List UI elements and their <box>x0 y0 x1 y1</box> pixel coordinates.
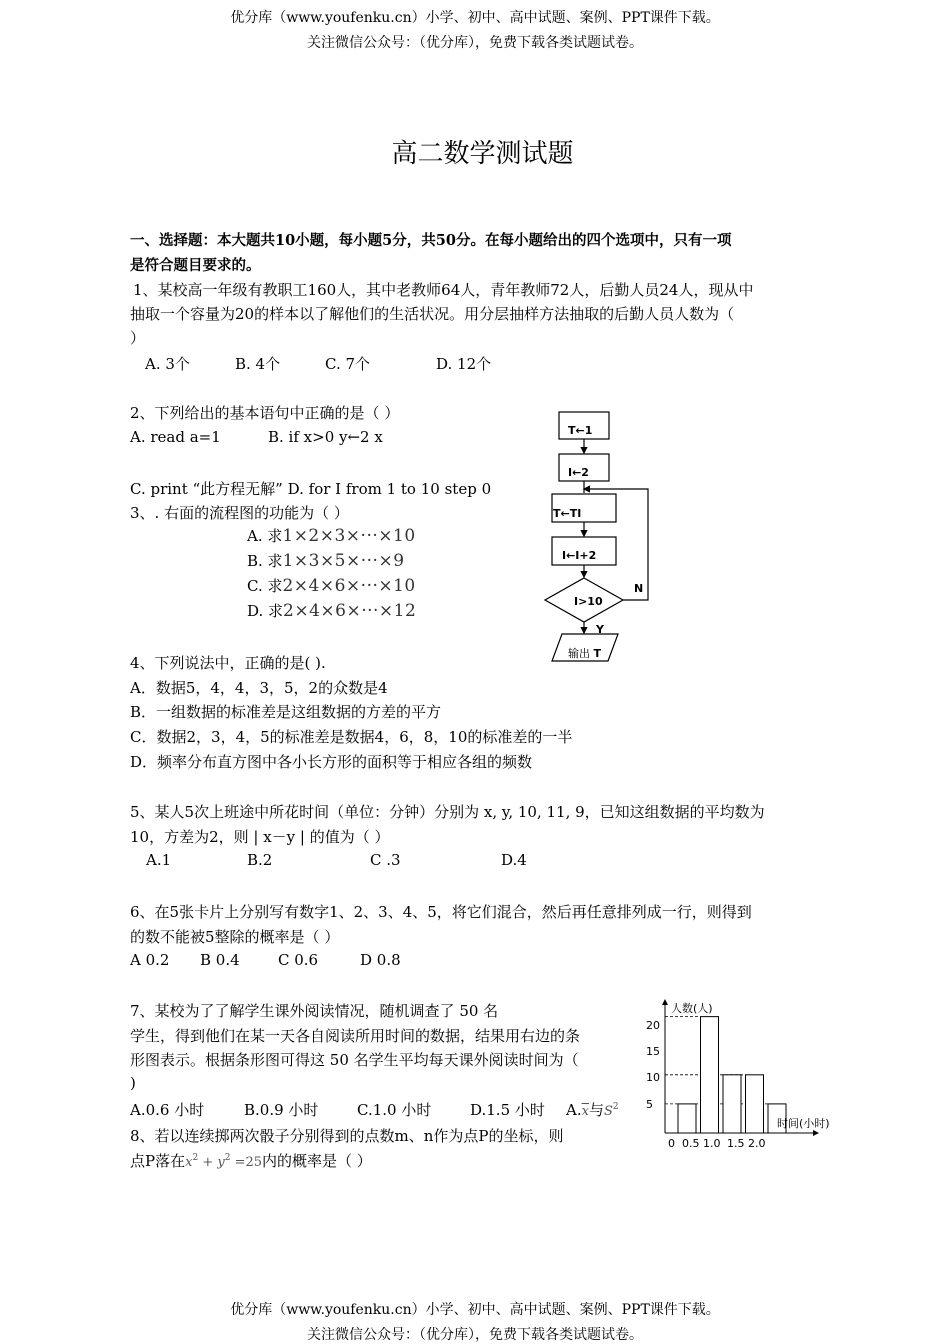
flowchart-box-4-label: I←I+2 <box>562 549 597 562</box>
q8-expr-y-sup: 2 <box>224 1153 231 1163</box>
header-line-2: 关注微信公众号：（优分库），免费下载各类试题试卷。 <box>307 35 643 51</box>
chart-bar-0 <box>678 1104 696 1133</box>
q3-option-d <box>247 600 416 621</box>
q1-option-d: D. 12个 <box>436 355 492 373</box>
q8-line-2-pre: 点P落在 <box>130 1152 186 1170</box>
q7-stray-x: $\overline{x}$ <box>581 1104 589 1119</box>
q5-option-d: D.4 <box>501 851 527 869</box>
q1-option-b: B. 4个 <box>235 355 281 373</box>
q3-option-a-expr: 1×2×3×···×10 <box>282 526 416 546</box>
flowchart-box-3-label: T←TI <box>553 507 582 520</box>
chart-xtick-2-0: 2.0 <box>748 1137 766 1150</box>
q7-line-4: ) <box>130 1074 136 1092</box>
flowchart-yes-label: Y <box>596 623 604 636</box>
q8-expr-y: y <box>217 1155 225 1170</box>
chart-ytick-5: 5 <box>646 1098 653 1111</box>
flowchart-no-label: N <box>634 582 644 595</box>
flowchart-box-2-label: I←2 <box>568 466 589 479</box>
q7-stray-fragment <box>566 1099 619 1120</box>
chart-ytick-20: 20 <box>646 1019 660 1032</box>
q6-option-c: C 0.6 <box>278 951 319 969</box>
q7-option-a: A.0.6 小时 <box>130 1101 205 1119</box>
q8-expr-plus: + <box>202 1155 214 1170</box>
q3-option-d-expr: 2×4×6×···×12 <box>283 601 417 621</box>
q2-option-cd: C. print “此方程无解” D. for I from 1 to 10 step 0 <box>130 480 492 498</box>
q7-line-1: 7、某校为了了解学生课外阅读情况，随机调查了 50 名 <box>130 1002 499 1020</box>
q5-line-2: 10，方差为2，则 | x－y | 的值为（ ） <box>130 828 390 846</box>
chart-x-label: 时间(小时) <box>777 1117 830 1130</box>
q3-option-c-expr: 2×4×6×···×10 <box>282 576 416 596</box>
q7-option-b: B.0.9 小时 <box>244 1101 319 1119</box>
q1-option-a: A. 3个 <box>145 355 190 373</box>
q2-stem: 2、下列给出的基本语句中正确的是（ ） <box>130 404 400 422</box>
chart-ytick-15: 15 <box>646 1045 660 1058</box>
chart-ytick-10: 10 <box>646 1071 660 1084</box>
footer-line-1: 优分库（www.youfenku.cn）小学、初中、高中试题、案例、PPT课件下载。 <box>230 1302 720 1318</box>
q7-stray-sup: 2 <box>612 1102 619 1112</box>
q2-option-b: B. if x>0 y←2 x <box>268 428 383 446</box>
q3-option-d-label: D. 求 <box>247 602 284 620</box>
flowchart-output-prefix: 输出 <box>568 647 590 660</box>
q2-option-a: A. read a=1 <box>130 428 221 446</box>
q4-option-b: B．一组数据的标准差是这组数据的方差的平方 <box>130 703 442 721</box>
q4-option-c: C．数据2，3，4，5的标准差是数据4，6，8，10的标准差的一半 <box>130 728 573 746</box>
section-heading-line-1: 一、选择题：本大题共10小题，每小题5分，共50分。在每小题给出的四个选项中，只有一项 <box>130 232 732 249</box>
q8-expr-x-sup: 2 <box>192 1153 199 1163</box>
flowchart-output-label <box>568 645 601 661</box>
q3-option-b <box>247 550 405 571</box>
q4-option-a: A．数据5，4，4，3，5，2的众数是4 <box>130 679 388 697</box>
section-heading-line-2: 是符合题目要求的。 <box>130 257 261 274</box>
flowchart-decision-label: I>10 <box>574 595 603 608</box>
q5-line-1: 5、某人5次上班途中所花时间（单位：分钟）分别为 x, y, 10, 11, 9，已知这组数据的平均数为 <box>130 803 765 821</box>
q3-option-a-label: A. 求 <box>247 527 283 545</box>
q7-stray-yu: 与 <box>588 1101 604 1119</box>
q5-option-a: A.1 <box>146 851 172 869</box>
chart-bar-3 <box>746 1075 764 1133</box>
q1-line-1: 1、某校高一年级有教职工160人，其中老教师64人，青年教师72人，后勤人员24人，现从中 <box>133 281 754 299</box>
q8-line-2-post: 内的概率是（ ） <box>262 1152 372 1170</box>
flowchart-box-1-label: T←1 <box>568 424 593 437</box>
q7-line-2: 学生，得到他们在某一天各自阅读所用时间的数据，结果用右边的条 <box>130 1027 581 1045</box>
q6-line-2: 的数不能被5整除的概率是（ ） <box>130 928 340 946</box>
q4-stem: 4、下列说法中，正确的是( ). <box>130 654 326 672</box>
flowchart-output-var: T <box>593 647 602 660</box>
q5-option-c: C .3 <box>370 851 401 869</box>
q8-line-1: 8、若以连续掷两次骰子分别得到的点数m、n作为点P的坐标，则 <box>130 1127 564 1145</box>
chart-xtick-0: 0 <box>668 1137 675 1150</box>
q3-stem: 3、. 右面的流程图的功能为（ ） <box>130 504 349 522</box>
q8-expr-eq: =25 <box>234 1155 263 1170</box>
q3-option-a <box>247 525 416 546</box>
header-line-1: 优分库（www.youfenku.cn）小学、初中、高中试题、案例、PPT课件下载。 <box>230 10 720 26</box>
q7-option-c: C.1.0 小时 <box>357 1101 432 1119</box>
q3-option-c-label: C. 求 <box>247 577 283 595</box>
q1-option-c: C. 7个 <box>325 355 371 373</box>
q5-option-b: B.2 <box>247 851 273 869</box>
q7-option-d: D.1.5 小时 <box>470 1101 545 1119</box>
q1-line-2: 抽取一个容量为20的样本以了解他们的生活状况。用分层抽样方法抽取的后勤人员人数为（ <box>130 305 735 323</box>
q7-stray-s: S <box>603 1104 613 1119</box>
q6-line-1: 6、在5张卡片上分别写有数字1、2、3、4、5，将它们混合，然后再任意排列成一行，则得到 <box>130 903 752 921</box>
q1-line-3: ） <box>130 329 146 347</box>
q6-option-d: D 0.8 <box>360 951 401 969</box>
q6-option-a: A 0.2 <box>130 951 170 969</box>
q8-expr-x: x <box>185 1155 193 1170</box>
q7-line-3: 形图表示。根据条形图可得这 50 名学生平均每天课外阅读时间为（ <box>130 1051 579 1069</box>
q3-option-b-label: B. 求 <box>247 552 283 570</box>
chart-bar-2 <box>723 1075 741 1133</box>
chart-bar-1 <box>701 1017 719 1133</box>
q3-option-c <box>247 575 416 596</box>
q4-option-d: D．频率分布直方图中各小长方形的面积等于相应各组的频数 <box>130 753 533 771</box>
chart-y-label: 人数(人) <box>671 1002 713 1015</box>
chart-xtick-1-0: 1.0 <box>703 1137 721 1150</box>
q3-option-b-expr: 1×3×5×···×9 <box>282 551 405 571</box>
q8-line-2 <box>130 1150 372 1171</box>
q7-stray-a: A. <box>566 1101 582 1119</box>
q6-option-b: B 0.4 <box>200 951 240 969</box>
chart-xtick-1-5: 1.5 <box>727 1137 745 1150</box>
chart-xtick-0-5: 0.5 <box>682 1137 700 1150</box>
page-title: 高二数学测试题 <box>391 139 574 169</box>
reading-time-bar-chart <box>640 995 825 1155</box>
footer-line-2: 关注微信公众号：（优分库），免费下载各类试题试卷。 <box>307 1327 643 1343</box>
